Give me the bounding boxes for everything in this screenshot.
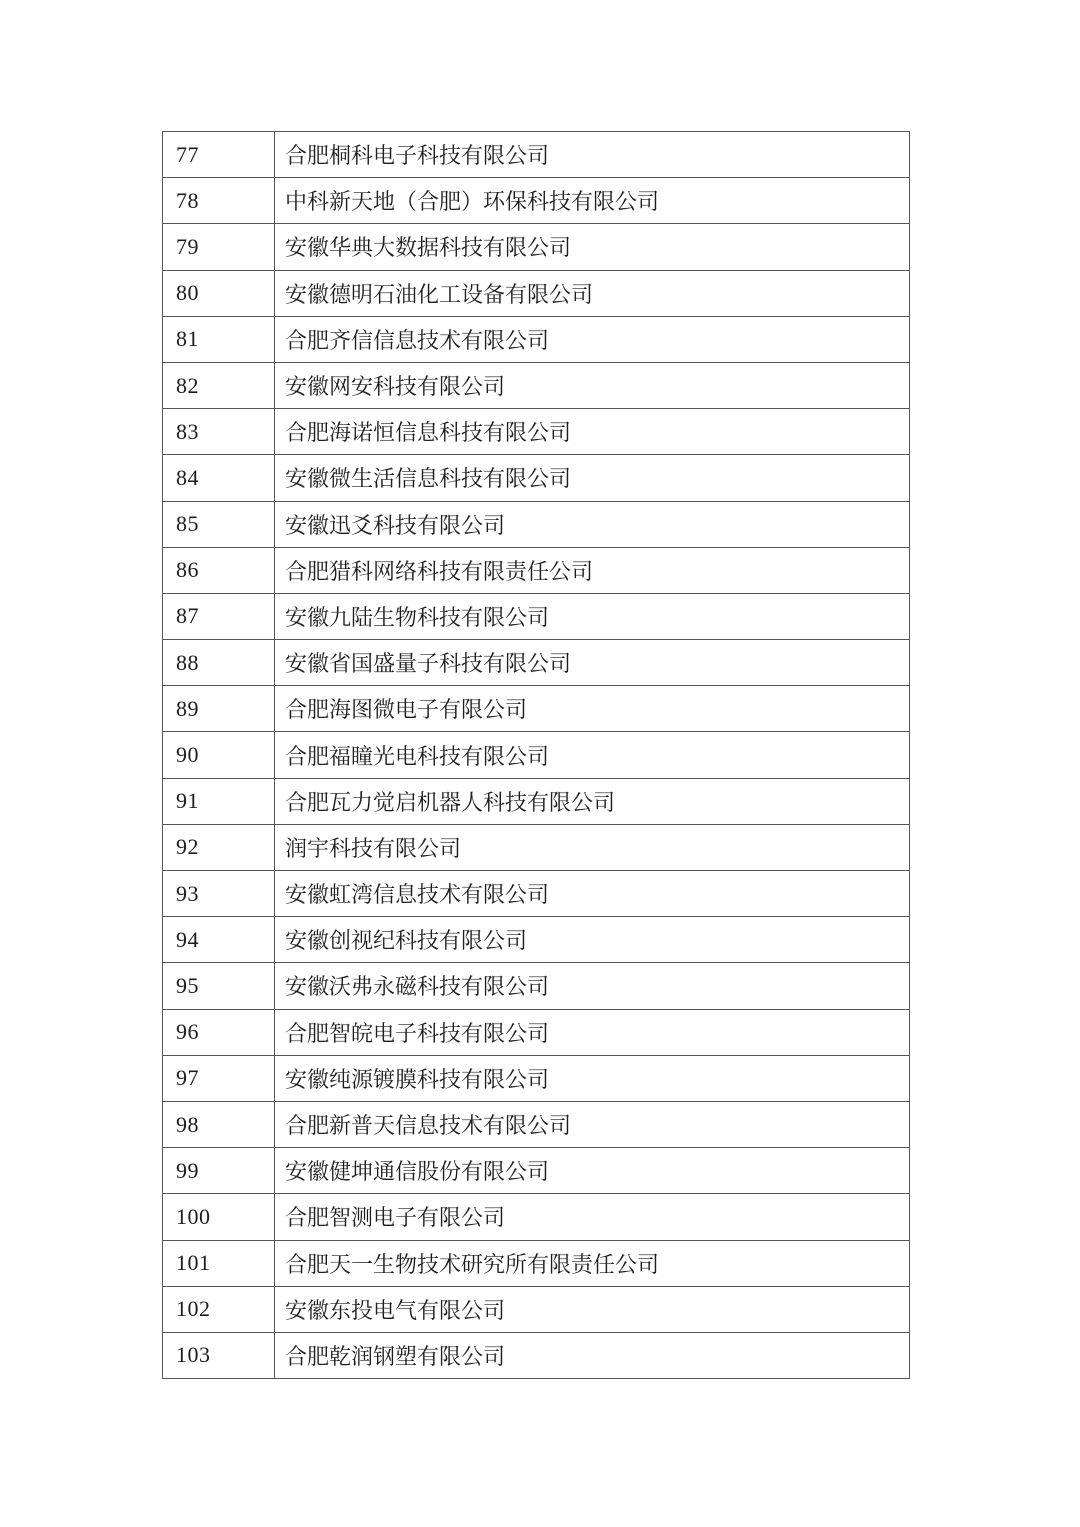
company-name-cell: 安徽省国盛量子科技有限公司	[275, 640, 910, 686]
row-number-cell: 101	[163, 1240, 275, 1286]
row-number-cell: 103	[163, 1332, 275, 1378]
table-row	[163, 547, 910, 593]
table-row	[163, 270, 910, 316]
table-row	[163, 1332, 910, 1378]
row-number-cell: 82	[163, 362, 275, 408]
company-name-cell: 中科新天地（合肥）环保科技有限公司	[275, 178, 910, 224]
company-name-cell: 合肥猎科网络科技有限责任公司	[275, 547, 910, 593]
company-name-cell: 安徽健坤通信股份有限公司	[275, 1148, 910, 1194]
row-number-cell: 79	[163, 224, 275, 270]
row-number-cell: 95	[163, 963, 275, 1009]
company-list-table	[162, 131, 910, 1379]
row-number-cell: 98	[163, 1101, 275, 1147]
table-row	[163, 917, 910, 963]
table-row	[163, 640, 910, 686]
company-name-cell: 合肥瓦力觉启机器人科技有限公司	[275, 778, 910, 824]
company-name-cell: 合肥乾润钢塑有限公司	[275, 1332, 910, 1378]
row-number-cell: 90	[163, 732, 275, 778]
row-number-cell: 93	[163, 871, 275, 917]
row-number-cell: 94	[163, 917, 275, 963]
row-number-cell: 83	[163, 409, 275, 455]
table-row	[163, 455, 910, 501]
row-number-cell: 78	[163, 178, 275, 224]
table-row	[163, 132, 910, 178]
row-number-cell: 80	[163, 270, 275, 316]
company-name-cell: 合肥福瞳光电科技有限公司	[275, 732, 910, 778]
row-number-cell: 77	[163, 132, 275, 178]
company-name-cell: 合肥海诺恒信息科技有限公司	[275, 409, 910, 455]
table-row	[163, 1055, 910, 1101]
company-name-cell: 安徽虹湾信息技术有限公司	[275, 871, 910, 917]
company-name-cell: 安徽微生活信息科技有限公司	[275, 455, 910, 501]
row-number-cell: 92	[163, 824, 275, 870]
company-name-cell: 安徽华典大数据科技有限公司	[275, 224, 910, 270]
row-number-cell: 96	[163, 1009, 275, 1055]
company-name-cell: 合肥海图微电子有限公司	[275, 686, 910, 732]
table-row	[163, 316, 910, 362]
company-name-cell: 合肥齐信信息技术有限公司	[275, 316, 910, 362]
company-name-cell: 合肥智皖电子科技有限公司	[275, 1009, 910, 1055]
company-name-cell: 安徽纯源镀膜科技有限公司	[275, 1055, 910, 1101]
company-name-cell: 安徽德明石油化工设备有限公司	[275, 270, 910, 316]
table-row	[163, 409, 910, 455]
company-name-cell: 合肥智测电子有限公司	[275, 1194, 910, 1240]
row-number-cell: 91	[163, 778, 275, 824]
row-number-cell: 99	[163, 1148, 275, 1194]
company-name-cell: 安徽沃弗永磁科技有限公司	[275, 963, 910, 1009]
row-number-cell: 88	[163, 640, 275, 686]
table-row	[163, 178, 910, 224]
row-number-cell: 81	[163, 316, 275, 362]
table-row	[163, 871, 910, 917]
table-row	[163, 1240, 910, 1286]
table-row	[163, 362, 910, 408]
company-table-body	[163, 132, 910, 1379]
company-name-cell: 合肥天一生物技术研究所有限责任公司	[275, 1240, 910, 1286]
table-row	[163, 1194, 910, 1240]
company-name-cell: 安徽九陆生物科技有限公司	[275, 593, 910, 639]
company-name-cell: 安徽创视纪科技有限公司	[275, 917, 910, 963]
row-number-cell: 85	[163, 501, 275, 547]
company-name-cell: 安徽东投电气有限公司	[275, 1286, 910, 1332]
row-number-cell: 84	[163, 455, 275, 501]
table-row	[163, 501, 910, 547]
company-name-cell: 合肥桐科电子科技有限公司	[275, 132, 910, 178]
table-row	[163, 732, 910, 778]
table-row	[163, 1009, 910, 1055]
table-row	[163, 824, 910, 870]
row-number-cell: 97	[163, 1055, 275, 1101]
company-name-cell: 润宇科技有限公司	[275, 824, 910, 870]
table-row	[163, 224, 910, 270]
table-row	[163, 593, 910, 639]
table-row	[163, 1286, 910, 1332]
table-row	[163, 963, 910, 1009]
table-row	[163, 1101, 910, 1147]
row-number-cell: 102	[163, 1286, 275, 1332]
row-number-cell: 89	[163, 686, 275, 732]
table-row	[163, 778, 910, 824]
row-number-cell: 87	[163, 593, 275, 639]
row-number-cell: 100	[163, 1194, 275, 1240]
table-row	[163, 1148, 910, 1194]
company-name-cell: 安徽网安科技有限公司	[275, 362, 910, 408]
company-name-cell: 合肥新普天信息技术有限公司	[275, 1101, 910, 1147]
company-name-cell: 安徽迅爻科技有限公司	[275, 501, 910, 547]
table-row	[163, 686, 910, 732]
row-number-cell: 86	[163, 547, 275, 593]
